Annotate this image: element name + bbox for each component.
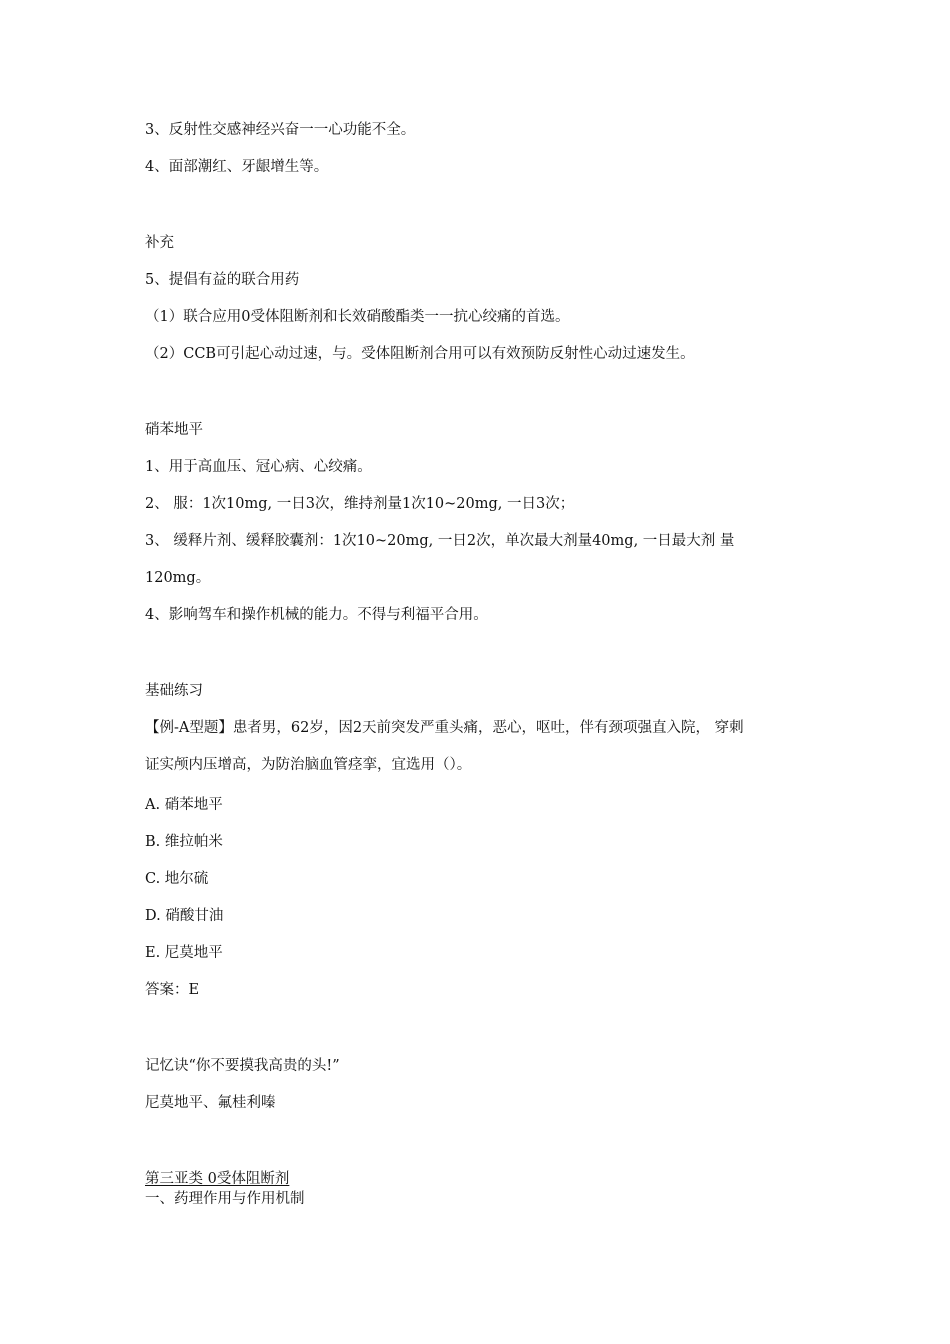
question-stem: 【例-A型题】患者男，62岁，因2天前突发严重头痛，恶心，呕吐，伴有颈项强直入院， 穿刺	[145, 720, 744, 736]
mnemonic-drugs: 尼莫地平、氟桂利嗪	[145, 1095, 276, 1111]
option-d: D. 硝酸甘油	[145, 908, 224, 924]
text-line-nifedipine-1: 1、用于高血压、冠心病、心绞痛。	[145, 459, 372, 475]
section-title-beta-blockers: 第三亚类 0受体阻断剂	[145, 1171, 290, 1187]
text-line-combination-2: （2）CCB可引起心动过速，与。受体阻断剂合用可以有效预防反射性心动过速发生。	[145, 346, 695, 362]
answer: 答案：E	[145, 982, 200, 998]
subsection-title-pharmacology: 一、药理作用与作用机制	[145, 1191, 305, 1207]
text-line-nifedipine-4: 4、影响驾车和操作机械的能力。不得与利福平合用。	[145, 607, 488, 623]
option-c: C. 地尔硫	[145, 871, 209, 887]
mnemonic: 记忆诀“你不要摸我高贵的头!”	[145, 1058, 340, 1074]
heading-supplement: 补充	[145, 235, 174, 251]
heading-basic-practice: 基础练习	[145, 683, 203, 699]
option-e: E. 尼莫地平	[145, 945, 223, 961]
text-line-combination: 5、提倡有益的联合用药	[145, 272, 300, 288]
option-a: A. 硝苯地平	[145, 797, 223, 813]
option-b: B. 维拉帕米	[145, 834, 223, 850]
text-line-side-effect-3: 3、反射性交感神经兴奋一一心功能不全。	[145, 122, 416, 138]
question-stem-cont: 证实颅内压增高，为防治脑血管痉挛，宜选用（）。	[145, 757, 472, 773]
text-line-nifedipine-3-cont: 120mg。	[145, 570, 211, 586]
text-line-nifedipine-3: 3、 缓释片剂、缓释胶囊剂：1次10~20mg, 一日2次，单次最大剂量40mg, 一日最大剂 量	[145, 533, 735, 549]
text-line-nifedipine-2: 2、 服：1次10mg, 一日3次，维持剂量1次10~20mg, 一日3次；	[145, 496, 575, 512]
text-line-side-effect-4: 4、面部潮红、牙龈增生等。	[145, 159, 329, 175]
heading-nifedipine: 硝苯地平	[145, 422, 203, 438]
text-line-combination-1: （1）联合应用0受体阻断剂和长效硝酸酯类一一抗心绞痛的首选。	[145, 309, 570, 325]
